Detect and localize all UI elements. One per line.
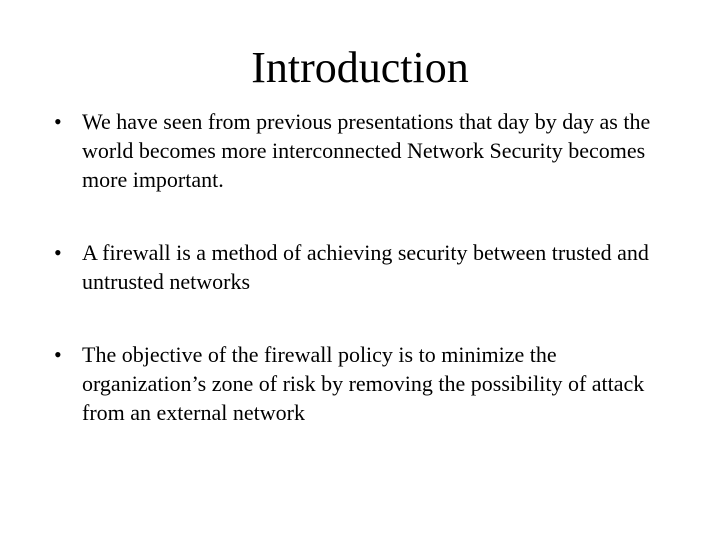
bullet-icon: • [54,342,62,367]
bullet-item [54,238,664,296]
bullet-icon: • [54,109,62,134]
bullet-text: The objective of the firewall policy is to minimize the organization’s zone of risk by removing the possibility of attack from an external network [82,342,645,425]
bullet-icon: • [54,240,62,265]
bullet-item [54,107,664,194]
bullet-item [54,340,664,427]
bullet-list [54,107,664,427]
slide-title: Introduction [251,43,469,92]
bullet-text: We have seen from previous presentations that day by day as the world becomes more interconnected Network Security becomes more important. [82,109,651,192]
bullet-text: A firewall is a method of achieving security between trusted and untrusted networks [82,240,649,294]
